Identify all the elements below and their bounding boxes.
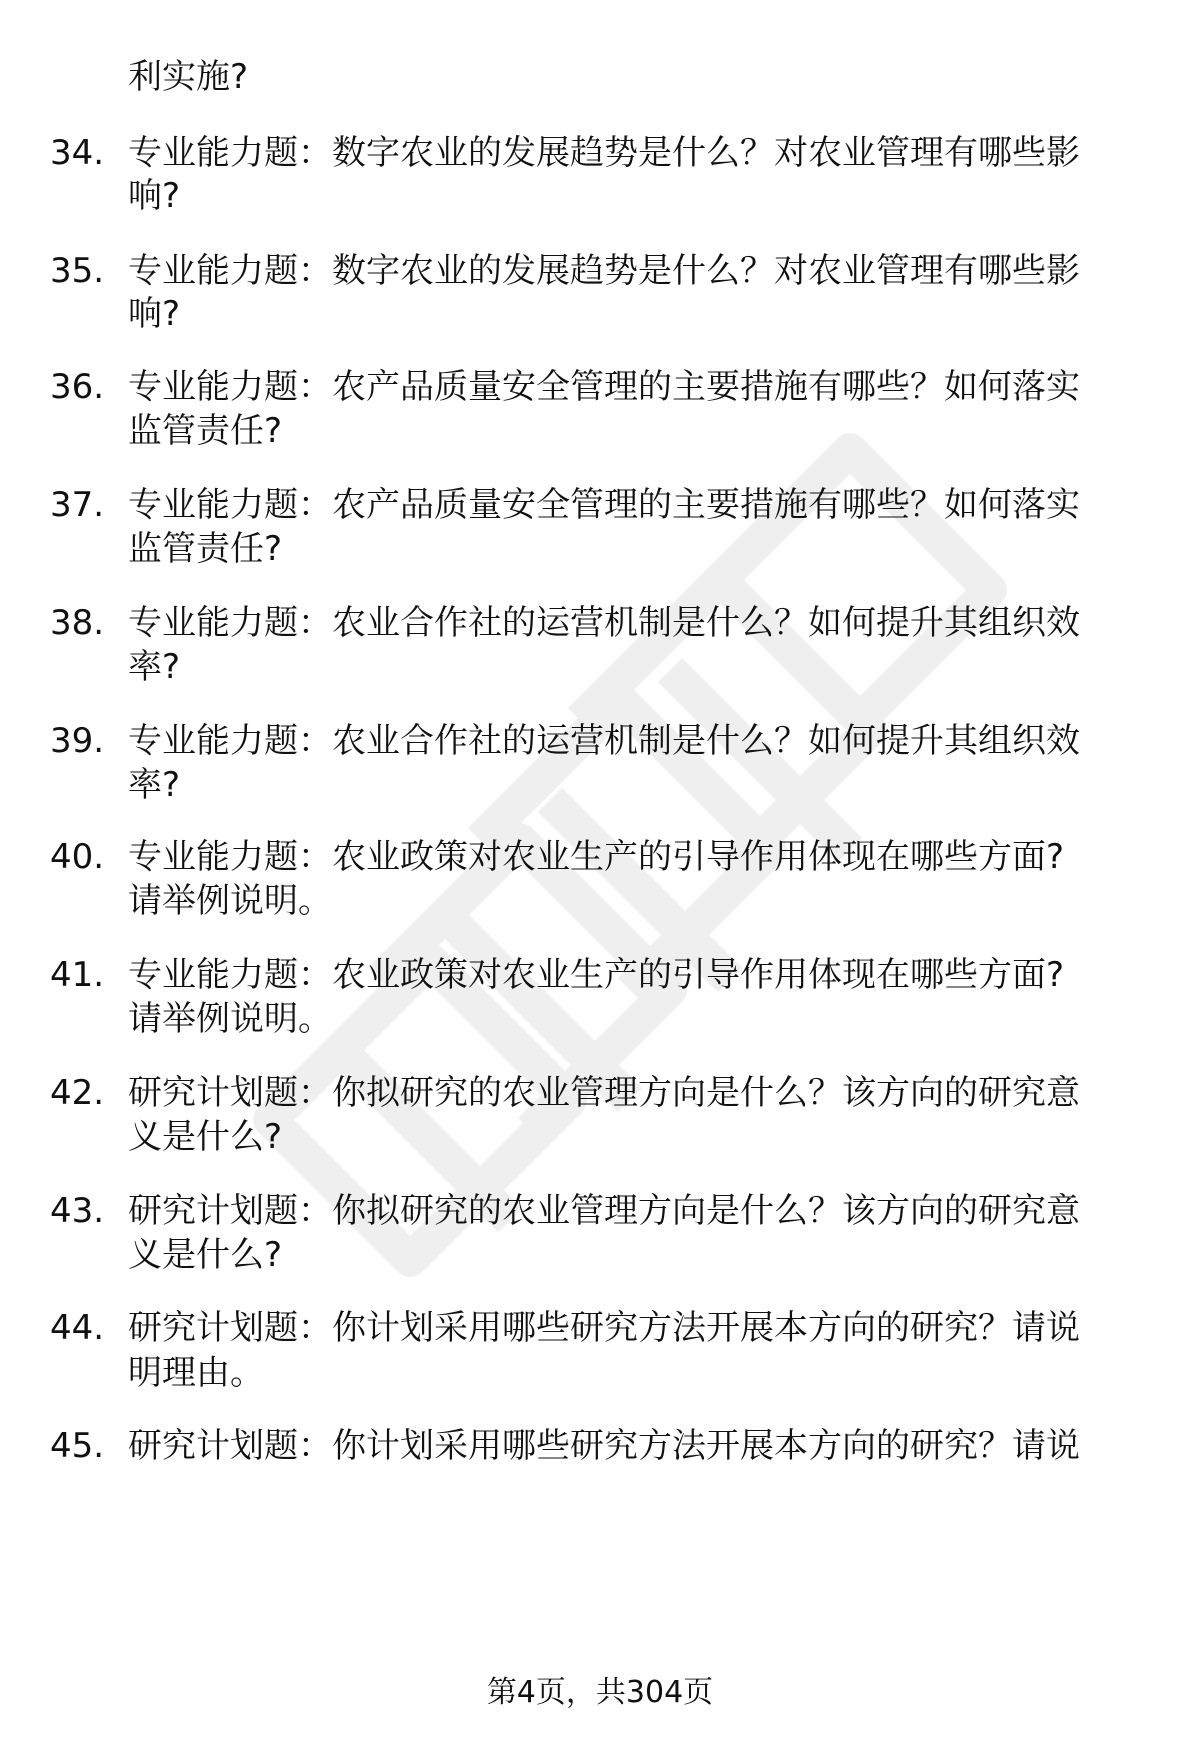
question-text-line: 研究计划题：你计划采用哪些研究方法开展本方向的研究？请说 bbox=[128, 1426, 1080, 1466]
question-text-line: 率? bbox=[128, 765, 181, 805]
question-text-line: 研究计划题：你计划采用哪些研究方法开展本方向的研究？请说 bbox=[128, 1308, 1080, 1348]
question-text-line: 请举例说明。 bbox=[128, 881, 332, 921]
question-text-line: 专业能力题：农业政策对农业生产的引导作用体现在哪些方面? bbox=[128, 837, 1065, 877]
question-text-line: 专业能力题：数字农业的发展趋势是什么？对农业管理有哪些影 bbox=[128, 251, 1080, 291]
question-number: 36. bbox=[50, 367, 105, 407]
question-text-line: 监管责任? bbox=[128, 411, 283, 451]
question-text-line: 明理由。 bbox=[128, 1353, 264, 1393]
question-text-line: 响? bbox=[128, 176, 181, 216]
question-text-line: 专业能力题：农产品质量安全管理的主要措施有哪些？如何落实 bbox=[128, 485, 1080, 525]
question-number: 41. bbox=[50, 955, 105, 995]
question-text-line: 请举例说明。 bbox=[128, 999, 332, 1039]
question-text-line: 义是什么? bbox=[128, 1117, 283, 1157]
question-text-line: 义是什么? bbox=[128, 1235, 283, 1275]
question-number: 37. bbox=[50, 485, 105, 525]
question-number: 39. bbox=[50, 721, 105, 761]
question-number: 38. bbox=[50, 603, 105, 643]
question-text-line: 响? bbox=[128, 294, 181, 334]
question-number: 42. bbox=[50, 1073, 105, 1113]
question-text-line: 率? bbox=[128, 647, 181, 687]
question-number: 35. bbox=[50, 251, 105, 291]
question-text-line: 监管责任? bbox=[128, 529, 283, 569]
question-text-line: 研究计划题：你拟研究的农业管理方向是什么？该方向的研究意 bbox=[128, 1191, 1080, 1231]
question-text-line: 研究计划题：你拟研究的农业管理方向是什么？该方向的研究意 bbox=[128, 1073, 1080, 1113]
question-number: 45. bbox=[50, 1426, 105, 1466]
question-number: 43. bbox=[50, 1191, 105, 1231]
question-text-line: 专业能力题：农业政策对农业生产的引导作用体现在哪些方面? bbox=[128, 955, 1065, 995]
question-text-line: 专业能力题：数字农业的发展趋势是什么？对农业管理有哪些影 bbox=[128, 133, 1080, 173]
question-number: 44. bbox=[50, 1308, 105, 1348]
page-footer: 第4页，共304页 bbox=[486, 1675, 714, 1710]
question-text-line: 专业能力题：农产品质量安全管理的主要措施有哪些？如何落实 bbox=[128, 367, 1080, 407]
question-number: 34. bbox=[50, 133, 105, 173]
question-text-line: 专业能力题：农业合作社的运营机制是什么？如何提升其组织效 bbox=[128, 721, 1080, 761]
question-number: 40. bbox=[50, 837, 105, 877]
question-text-line: 专业能力题：农业合作社的运营机制是什么？如何提升其组织效 bbox=[128, 603, 1080, 643]
continuation-line: 利实施? bbox=[128, 57, 249, 97]
